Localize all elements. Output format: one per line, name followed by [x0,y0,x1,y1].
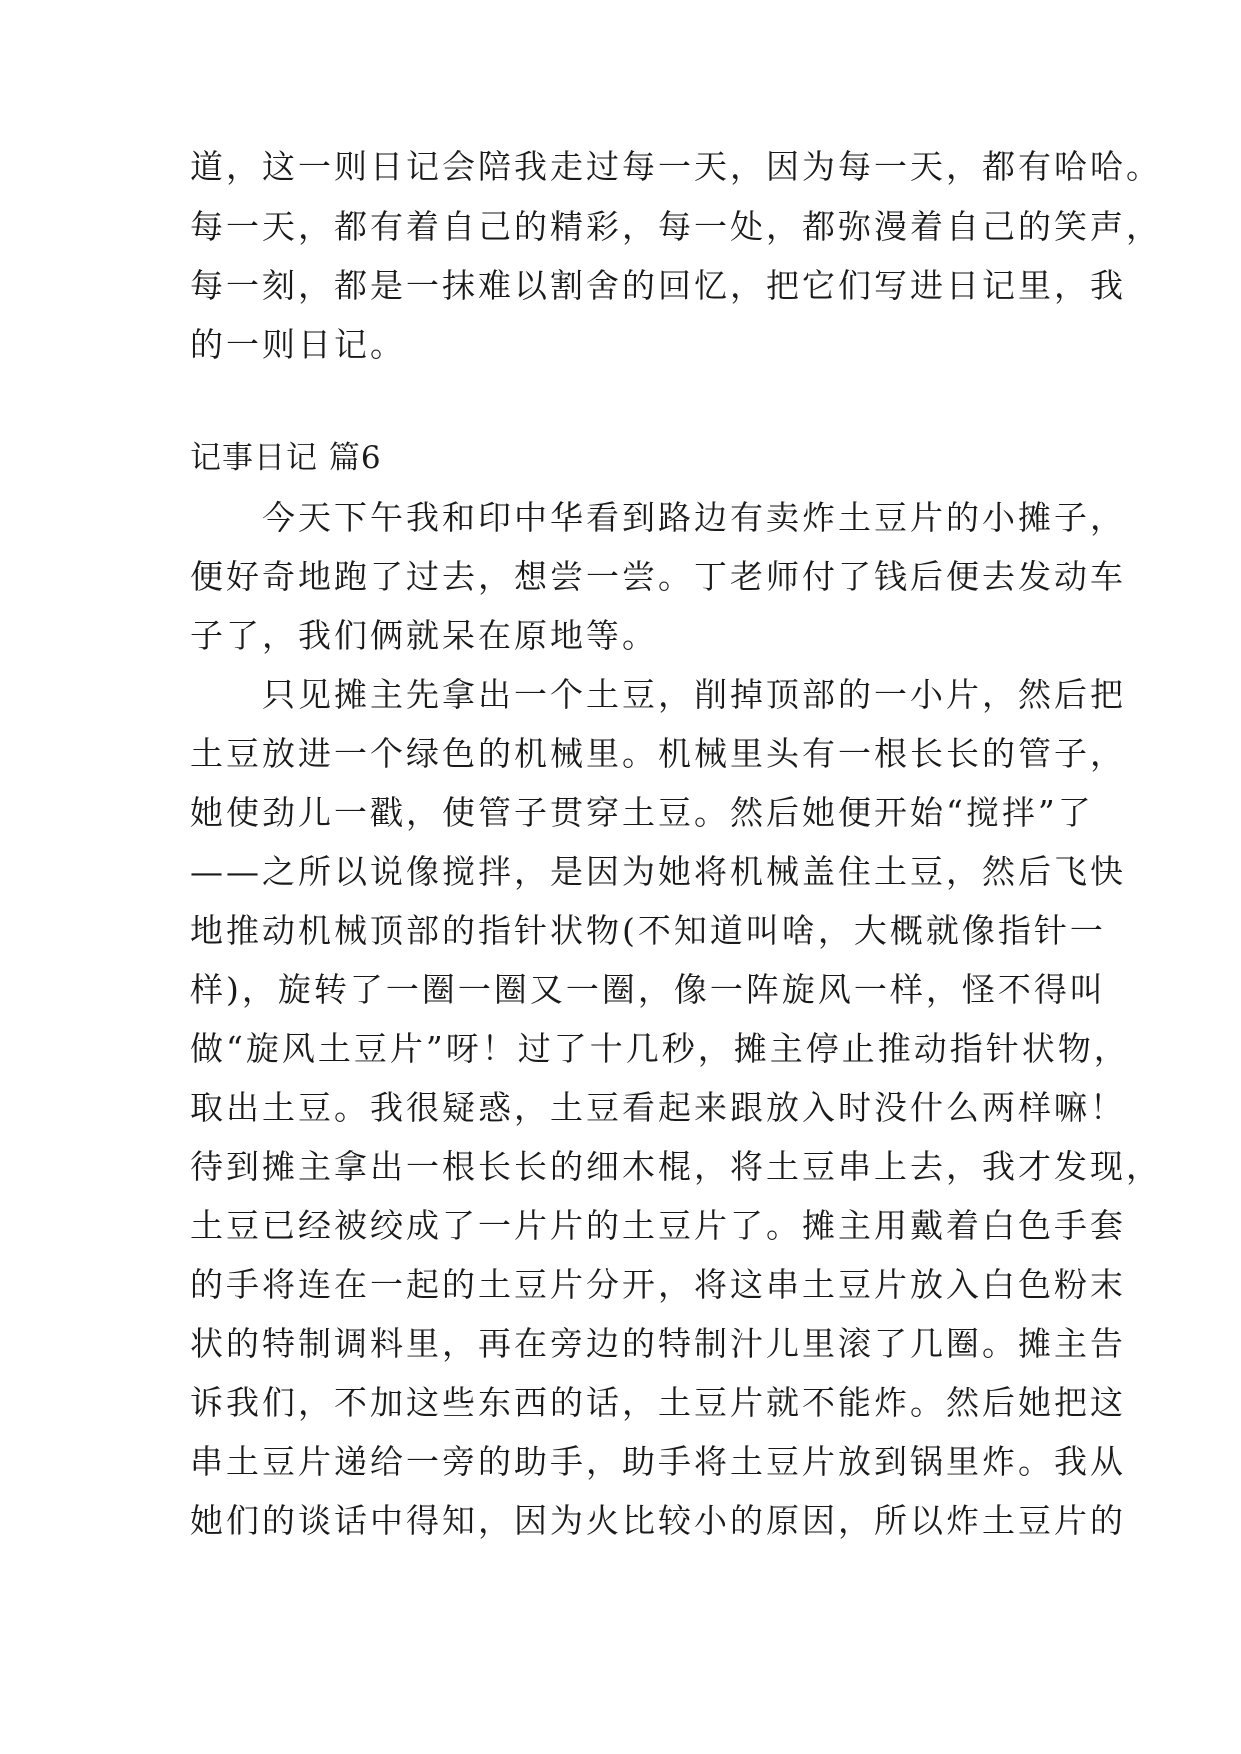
intro-line: 每一刻，都是一抹难以割舍的回忆，把它们写进日记里，我 [190,266,1126,305]
body-line: 串土豆片递给一旁的助手，助手将土豆片放到锅里炸。我从 [190,1442,1126,1481]
body-line: 的手将连在一起的土豆片分开，将这串土豆片放入白色粉末 [190,1265,1126,1304]
body-line: 做“旋风土豆片”呀！过了十几秒，摊主停止推动指针状物， [190,1029,1130,1068]
body-line: ——之所以说像搅拌，是因为她将机械盖住土豆，然后飞快 [190,852,1126,891]
body-line: 土豆已经被绞成了一片片的土豆片了。摊主用戴着白色手套 [190,1206,1126,1245]
body-line: 今天下午我和印中华看到路边有卖炸土豆片的小摊子， [190,498,1126,537]
body-line: 诉我们，不加这些东西的话，土豆片就不能炸。然后她把这 [190,1383,1126,1422]
body-line: 状的特制调料里，再在旁边的特制汁儿里滚了几圈。摊主告 [190,1324,1126,1363]
body-line: 子了，我们俩就呆在原地等。 [190,616,658,655]
section-title: 记事日记 篇6 [190,440,382,476]
body-line: 她们的谈话中得知，因为火比较小的原因，所以炸土豆片的 [190,1501,1126,1540]
intro-line: 道，这一则日记会陪我走过每一天，因为每一天，都有哈哈。 [190,147,1162,186]
intro-line: 的一则日记。 [190,325,406,364]
body-line: 取出土豆。我很疑惑，土豆看起来跟放入时没什么两样嘛！ [190,1088,1126,1127]
body-line: 便好奇地跑了过去，想尝一尝。丁老师付了钱后便去发动车 [190,557,1126,596]
intro-line: 每一天，都有着自己的精彩，每一处，都弥漫着自己的笑声， [190,207,1162,246]
body-line: 只见摊主先拿出一个土豆，削掉顶部的一小片，然后把 [190,675,1126,714]
body-line: 她使劲儿一戳，使管子贯穿土豆。然后她便开始“搅拌”了 [190,793,1094,832]
body-line: 地推动机械顶部的指针状物(不知道叫啥，大概就像指针一 [190,911,1106,950]
body-line: 样)，旋转了一圈一圈又一圈，像一阵旋风一样，怪不得叫 [190,970,1106,1009]
body-line: 土豆放进一个绿色的机械里。机械里头有一根长长的管子， [190,734,1126,773]
body-line: 待到摊主拿出一根长长的细木棍，将土豆串上去，我才发现， [190,1147,1162,1186]
